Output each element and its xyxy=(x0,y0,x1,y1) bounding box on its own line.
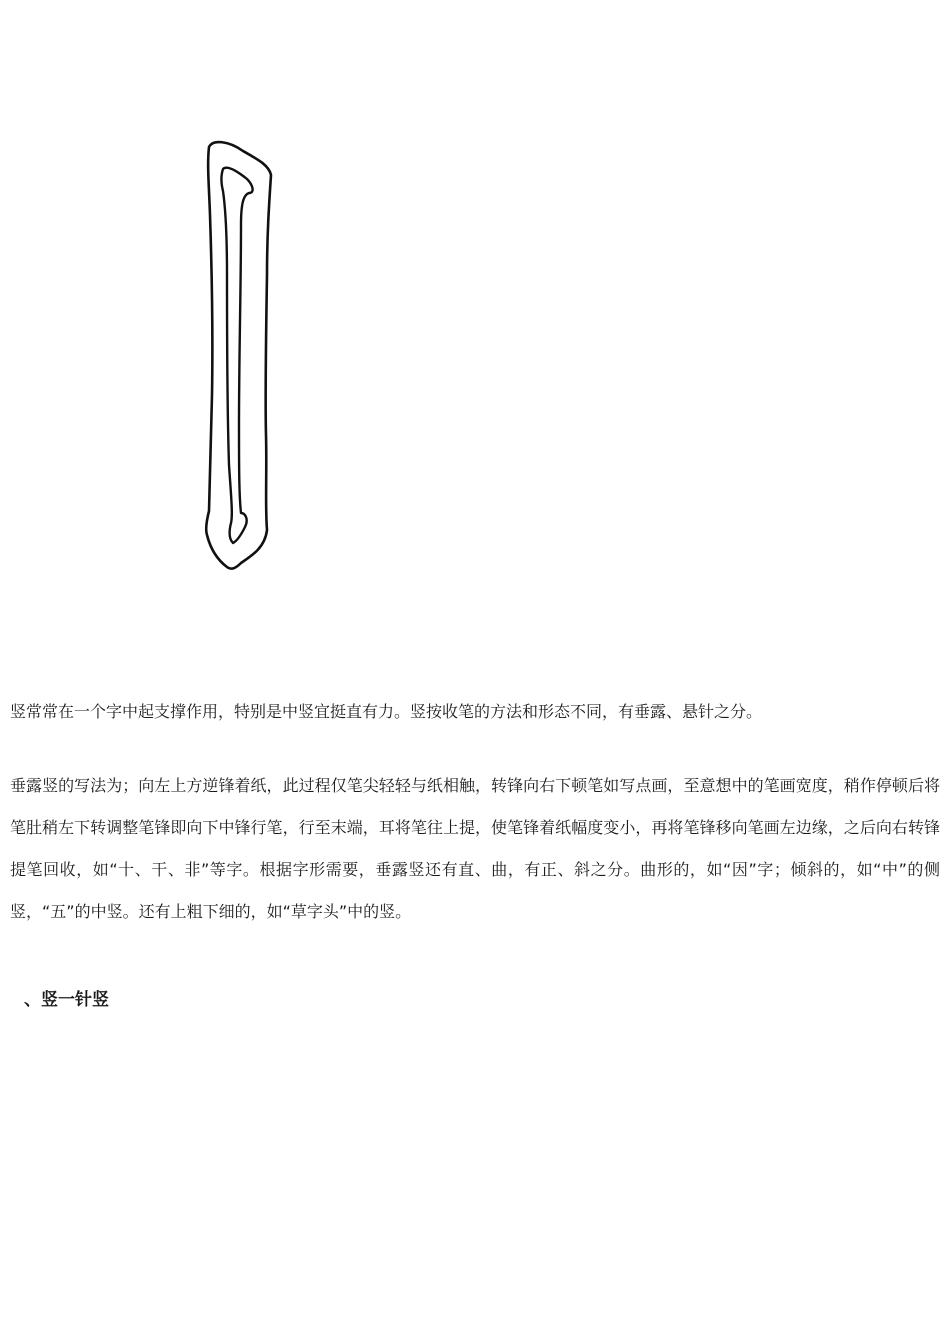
vertical-stroke-drawing xyxy=(195,135,285,580)
stroke-inner-outline xyxy=(222,168,253,543)
section-heading: 、竖一针竖 xyxy=(24,990,109,1010)
chuilu-shu-paragraph: 垂露竖的写法为；向左上方逆锋着纸，此过程仅笔尖轻轻与纸相触，转锋向右下顿笔如写点画，至意想中的笔画宽度，稍作停顿后将笔肚稍左下转调整笔锋即向下中锋行笔，行至末端，耳将笔往上提，使笔锋着纸幅度变小，再将笔锋移向笔画左边缘，之后向右转锋提笔回收，如“十、干、非”等字。根据字形需要，垂露竖还有直、曲，有正、斜之分。曲形的，如“因”字；倾斜的，如“中”的侧竖，“五”的中竖。还有上粗下细的，如“草字头”中的竖。 xyxy=(10,776,940,921)
vertical-stroke-figure xyxy=(195,135,285,580)
intro-paragraph: 竖常常在一个字中起支撑作用，特别是中竖宜挺直有力。竖按收笔的方法和形态不同，有垂露、悬针之分。 xyxy=(10,702,763,721)
